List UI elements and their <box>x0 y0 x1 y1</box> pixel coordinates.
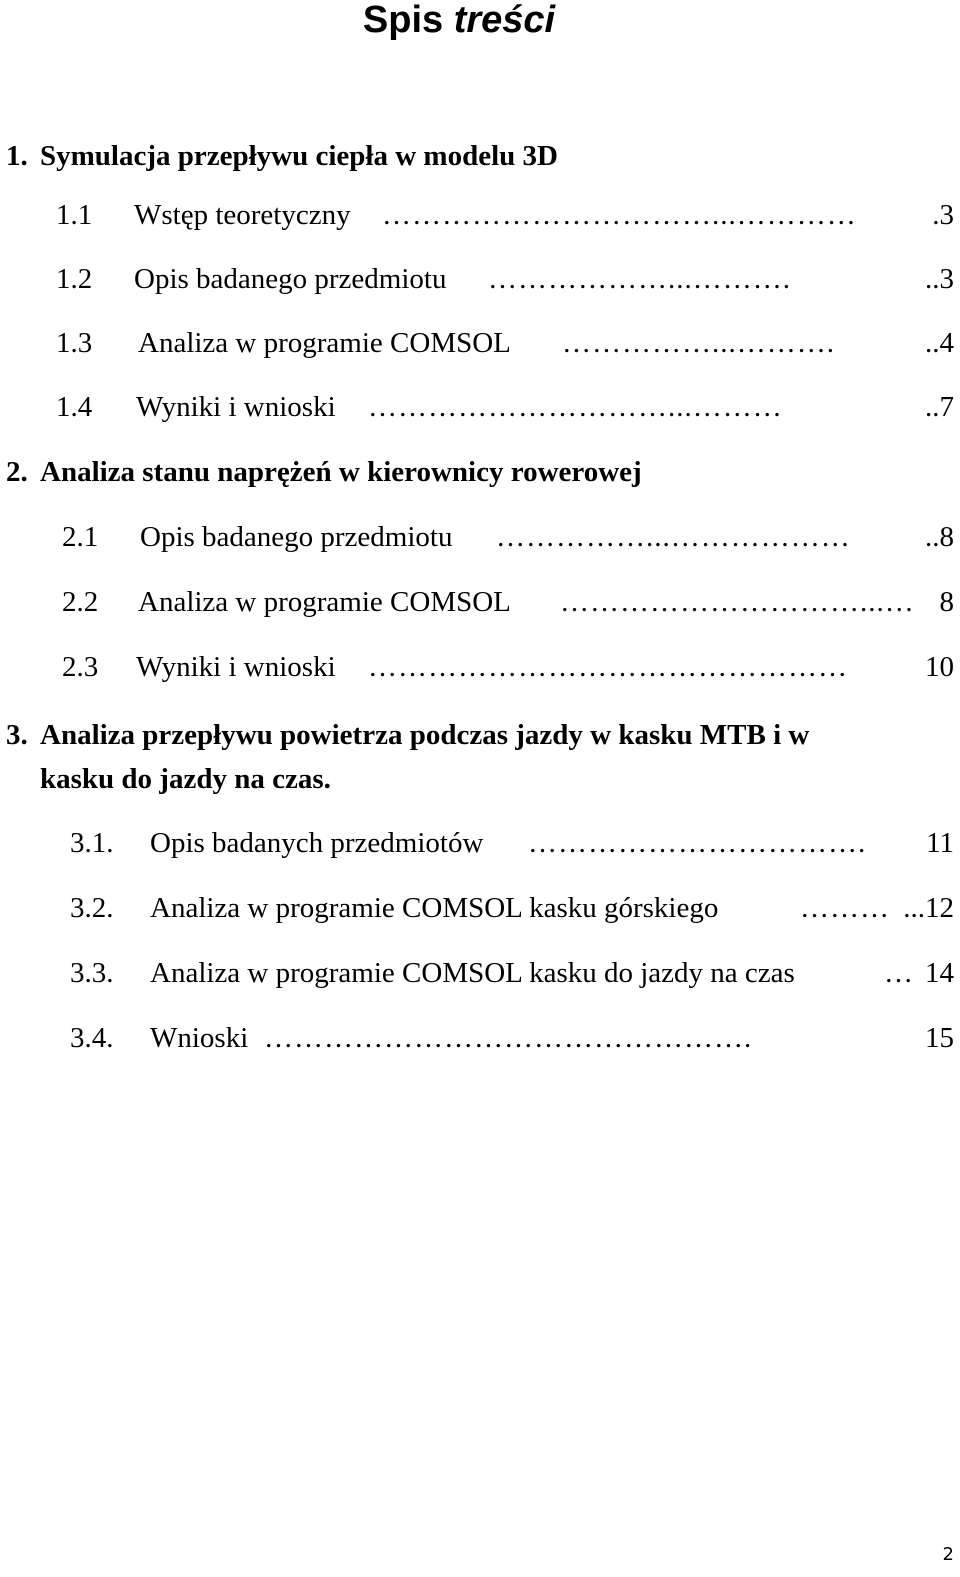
toc-label: Wstęp teoretyczny <box>134 199 351 231</box>
toc-number: 3.3. <box>70 957 114 989</box>
toc-label: Analiza w programie COMSOL <box>138 586 511 618</box>
toc-leader: ……………...………. <box>562 327 835 359</box>
toc-page: ..8 <box>925 521 954 553</box>
toc-leader: …………………………………………. <box>264 1022 753 1054</box>
toc-label: Wnioski <box>150 1022 249 1054</box>
toc-number: 3.2. <box>70 892 114 924</box>
toc-label: Symulacja przepływu ciepła w modelu 3D <box>40 140 558 172</box>
toc-page: 11 <box>926 827 954 859</box>
toc-label: Analiza w programie COMSOL kasku do jazdy na czas <box>150 957 795 989</box>
toc-number: 2.1 <box>62 521 99 553</box>
toc-leader: ……………...……………… <box>496 521 851 553</box>
toc-leader: ……………………………. <box>528 827 867 859</box>
toc-leader: ……… <box>800 892 890 924</box>
toc-number: 1.4 <box>56 391 93 423</box>
toc-number: 3.1. <box>70 827 114 859</box>
toc-page: ..3 <box>925 263 954 295</box>
toc-page: 15 <box>925 1022 954 1054</box>
toc-label: Opis badanego przedmiotu <box>134 263 447 295</box>
toc-number: 2.3 <box>62 651 99 683</box>
toc-leader: ………………...………. <box>488 263 791 295</box>
toc-number: 3.4. <box>70 1022 114 1054</box>
toc-page: ...12 <box>903 892 954 924</box>
toc-label: Analiza w programie COMSOL kasku górskiego <box>150 892 719 924</box>
toc-leader: … <box>884 957 914 989</box>
toc-label-continued: kasku do jazdy na czas. <box>40 763 331 795</box>
toc-page: 8 <box>939 586 954 618</box>
toc-number: 1.2 <box>56 263 93 295</box>
toc-page: ..4 <box>925 327 954 359</box>
toc-page: .3 <box>932 199 954 231</box>
toc-label: Analiza stanu naprężeń w kierownicy rowerowej <box>40 456 642 488</box>
toc-page: ..7 <box>925 391 954 423</box>
toc-label: Wyniki i wnioski <box>136 391 336 423</box>
toc-number: 1. <box>6 140 28 172</box>
toc-number: 2.2 <box>62 586 99 618</box>
page-title-part1: Spis <box>362 0 454 41</box>
toc-leader: ………………………………………… <box>368 651 848 683</box>
toc-page: 14 <box>925 957 954 989</box>
toc-label: Analiza w programie COMSOL <box>138 327 511 359</box>
toc-leader: …………………………...… <box>560 586 915 618</box>
page-number: 2 <box>942 1544 954 1565</box>
toc-number: 3. <box>6 719 28 751</box>
page-title-part2: treści <box>453 0 556 41</box>
toc-label: Analiza przepływu powietrza podczas jazdy w kasku MTB i w <box>40 719 810 751</box>
toc-label: Wyniki i wnioski <box>136 651 336 683</box>
page-title <box>0 0 918 40</box>
toc-label: Opis badanego przedmiotu <box>140 521 453 553</box>
toc-leader: …………………………...……… <box>368 391 783 423</box>
toc-page: 10 <box>925 651 954 683</box>
toc-number: 1.3 <box>56 327 93 359</box>
toc-number: 1.1 <box>56 199 93 231</box>
toc-number: 2. <box>6 456 28 488</box>
toc-label: Opis badanych przedmiotów <box>150 827 484 859</box>
toc-leader: ……………………………...………… <box>382 199 857 231</box>
